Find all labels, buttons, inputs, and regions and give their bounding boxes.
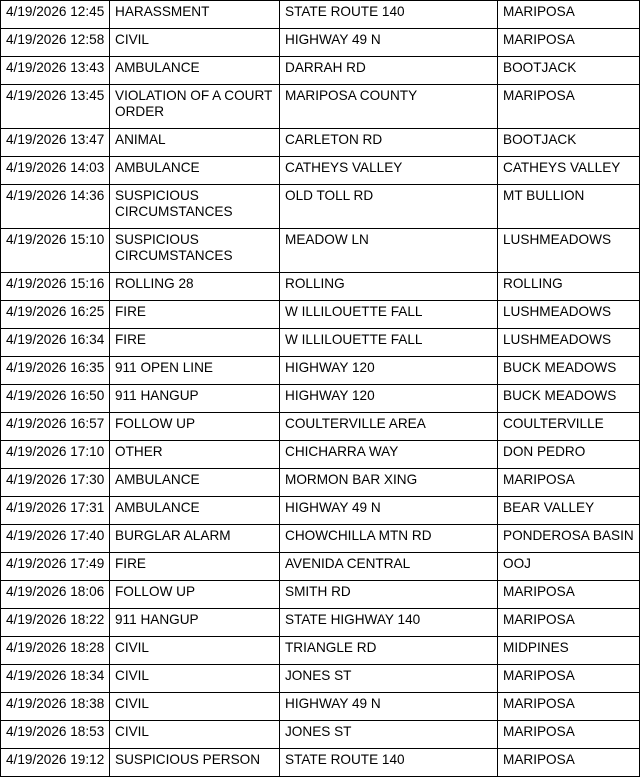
table-row (1, 385, 640, 413)
cell-type: AMBULANCE (110, 469, 280, 497)
table-row (1, 85, 640, 129)
cell-city: PONDEROSA BASIN (498, 525, 640, 553)
cell-city: MARIPOSA (498, 721, 640, 749)
cell-type: AMBULANCE (110, 497, 280, 525)
table-row (1, 721, 640, 749)
cell-type: FIRE (110, 553, 280, 581)
cell-city: COULTERVILLE (498, 413, 640, 441)
cell-city: LUSHMEADOWS (498, 329, 640, 357)
cell-location: MARIPOSA COUNTY (280, 85, 498, 129)
cell-type: FOLLOW UP (110, 413, 280, 441)
cell-location: HIGHWAY 49 N (280, 497, 498, 525)
cell-location: STATE ROUTE 140 (280, 749, 498, 777)
cell-datetime: 4/19/2026 16:57 (1, 413, 110, 441)
incident-log-body (1, 1, 640, 777)
cell-datetime: 4/19/2026 16:25 (1, 301, 110, 329)
cell-city: MIDPINES (498, 637, 640, 665)
cell-location: ROLLING (280, 273, 498, 301)
cell-datetime: 4/19/2026 18:53 (1, 721, 110, 749)
cell-datetime: 4/19/2026 17:10 (1, 441, 110, 469)
cell-type: ROLLING 28 (110, 273, 280, 301)
cell-type: AMBULANCE (110, 157, 280, 185)
cell-datetime: 4/19/2026 18:06 (1, 581, 110, 609)
table-row (1, 57, 640, 85)
cell-type: CIVIL (110, 721, 280, 749)
cell-city: MARIPOSA (498, 665, 640, 693)
cell-type: CIVIL (110, 29, 280, 57)
cell-type: VIOLATION OF A COURT ORDER (110, 85, 280, 129)
cell-type: 911 OPEN LINE (110, 357, 280, 385)
cell-datetime: 4/19/2026 18:22 (1, 609, 110, 637)
cell-location: COULTERVILLE AREA (280, 413, 498, 441)
cell-city: MARIPOSA (498, 581, 640, 609)
cell-location: HIGHWAY 120 (280, 357, 498, 385)
table-row (1, 441, 640, 469)
cell-city: MARIPOSA (498, 1, 640, 29)
cell-type: OTHER (110, 441, 280, 469)
table-row (1, 185, 640, 229)
table-row (1, 273, 640, 301)
cell-datetime: 4/19/2026 17:31 (1, 497, 110, 525)
cell-type: CIVIL (110, 637, 280, 665)
table-row (1, 229, 640, 273)
cell-city: DON PEDRO (498, 441, 640, 469)
cell-type: SUSPICIOUS CIRCUMSTANCES (110, 185, 280, 229)
cell-type: 911 HANGUP (110, 385, 280, 413)
table-row (1, 749, 640, 777)
cell-datetime: 4/19/2026 16:34 (1, 329, 110, 357)
cell-type: FIRE (110, 329, 280, 357)
cell-location: STATE HIGHWAY 140 (280, 609, 498, 637)
cell-type: SUSPICIOUS CIRCUMSTANCES (110, 229, 280, 273)
cell-location: W ILLILOUETTE FALL (280, 329, 498, 357)
cell-city: MARIPOSA (498, 85, 640, 129)
table-row (1, 1, 640, 29)
cell-datetime: 4/19/2026 15:10 (1, 229, 110, 273)
table-row (1, 301, 640, 329)
cell-location: STATE ROUTE 140 (280, 1, 498, 29)
cell-location: W ILLILOUETTE FALL (280, 301, 498, 329)
cell-city: BEAR VALLEY (498, 497, 640, 525)
cell-city: OOJ (498, 553, 640, 581)
cell-city: MARIPOSA (498, 609, 640, 637)
cell-datetime: 4/19/2026 19:12 (1, 749, 110, 777)
table-row (1, 665, 640, 693)
cell-location: JONES ST (280, 721, 498, 749)
cell-city: MARIPOSA (498, 29, 640, 57)
cell-city: MT BULLION (498, 185, 640, 229)
cell-location: HIGHWAY 49 N (280, 29, 498, 57)
cell-type: CIVIL (110, 693, 280, 721)
cell-type: ANIMAL (110, 129, 280, 157)
cell-datetime: 4/19/2026 17:49 (1, 553, 110, 581)
table-row (1, 497, 640, 525)
cell-datetime: 4/19/2026 16:35 (1, 357, 110, 385)
table-row (1, 129, 640, 157)
cell-datetime: 4/19/2026 17:30 (1, 469, 110, 497)
cell-location: CHOWCHILLA MTN RD (280, 525, 498, 553)
table-row (1, 637, 640, 665)
cell-city: MARIPOSA (498, 693, 640, 721)
cell-type: FOLLOW UP (110, 581, 280, 609)
cell-type: 911 HANGUP (110, 609, 280, 637)
cell-location: CHICHARRA WAY (280, 441, 498, 469)
table-row (1, 581, 640, 609)
cell-location: HIGHWAY 49 N (280, 693, 498, 721)
cell-city: BUCK MEADOWS (498, 385, 640, 413)
cell-city: BOOTJACK (498, 129, 640, 157)
cell-datetime: 4/19/2026 18:28 (1, 637, 110, 665)
cell-datetime: 4/19/2026 13:45 (1, 85, 110, 129)
cell-location: OLD TOLL RD (280, 185, 498, 229)
table-row (1, 157, 640, 185)
cell-city: CATHEYS VALLEY (498, 157, 640, 185)
table-row (1, 329, 640, 357)
table-row (1, 553, 640, 581)
cell-datetime: 4/19/2026 12:58 (1, 29, 110, 57)
cell-datetime: 4/19/2026 16:50 (1, 385, 110, 413)
cell-datetime: 4/19/2026 14:03 (1, 157, 110, 185)
cell-location: TRIANGLE RD (280, 637, 498, 665)
table-row (1, 525, 640, 553)
cell-type: SUSPICIOUS PERSON (110, 749, 280, 777)
cell-datetime: 4/19/2026 13:43 (1, 57, 110, 85)
cell-location: DARRAH RD (280, 57, 498, 85)
cell-location: MEADOW LN (280, 229, 498, 273)
table-row (1, 413, 640, 441)
cell-datetime: 4/19/2026 14:36 (1, 185, 110, 229)
cell-location: JONES ST (280, 665, 498, 693)
cell-datetime: 4/19/2026 15:16 (1, 273, 110, 301)
cell-location: AVENIDA CENTRAL (280, 553, 498, 581)
table-row (1, 693, 640, 721)
cell-city: ROLLING (498, 273, 640, 301)
cell-city: BOOTJACK (498, 57, 640, 85)
cell-city: BUCK MEADOWS (498, 357, 640, 385)
table-row (1, 29, 640, 57)
cell-city: MARIPOSA (498, 749, 640, 777)
cell-datetime: 4/19/2026 17:40 (1, 525, 110, 553)
cell-location: CATHEYS VALLEY (280, 157, 498, 185)
cell-datetime: 4/19/2026 18:38 (1, 693, 110, 721)
cell-type: CIVIL (110, 665, 280, 693)
table-row (1, 609, 640, 637)
cell-location: MORMON BAR XING (280, 469, 498, 497)
cell-type: FIRE (110, 301, 280, 329)
cell-location: SMITH RD (280, 581, 498, 609)
cell-type: AMBULANCE (110, 57, 280, 85)
cell-city: LUSHMEADOWS (498, 229, 640, 273)
cell-datetime: 4/19/2026 13:47 (1, 129, 110, 157)
cell-datetime: 4/19/2026 12:45 (1, 1, 110, 29)
table-row (1, 357, 640, 385)
cell-type: BURGLAR ALARM (110, 525, 280, 553)
table-row (1, 469, 640, 497)
cell-city: MARIPOSA (498, 469, 640, 497)
cell-datetime: 4/19/2026 18:34 (1, 665, 110, 693)
cell-type: HARASSMENT (110, 1, 280, 29)
cell-location: HIGHWAY 120 (280, 385, 498, 413)
cell-city: LUSHMEADOWS (498, 301, 640, 329)
cell-location: CARLETON RD (280, 129, 498, 157)
